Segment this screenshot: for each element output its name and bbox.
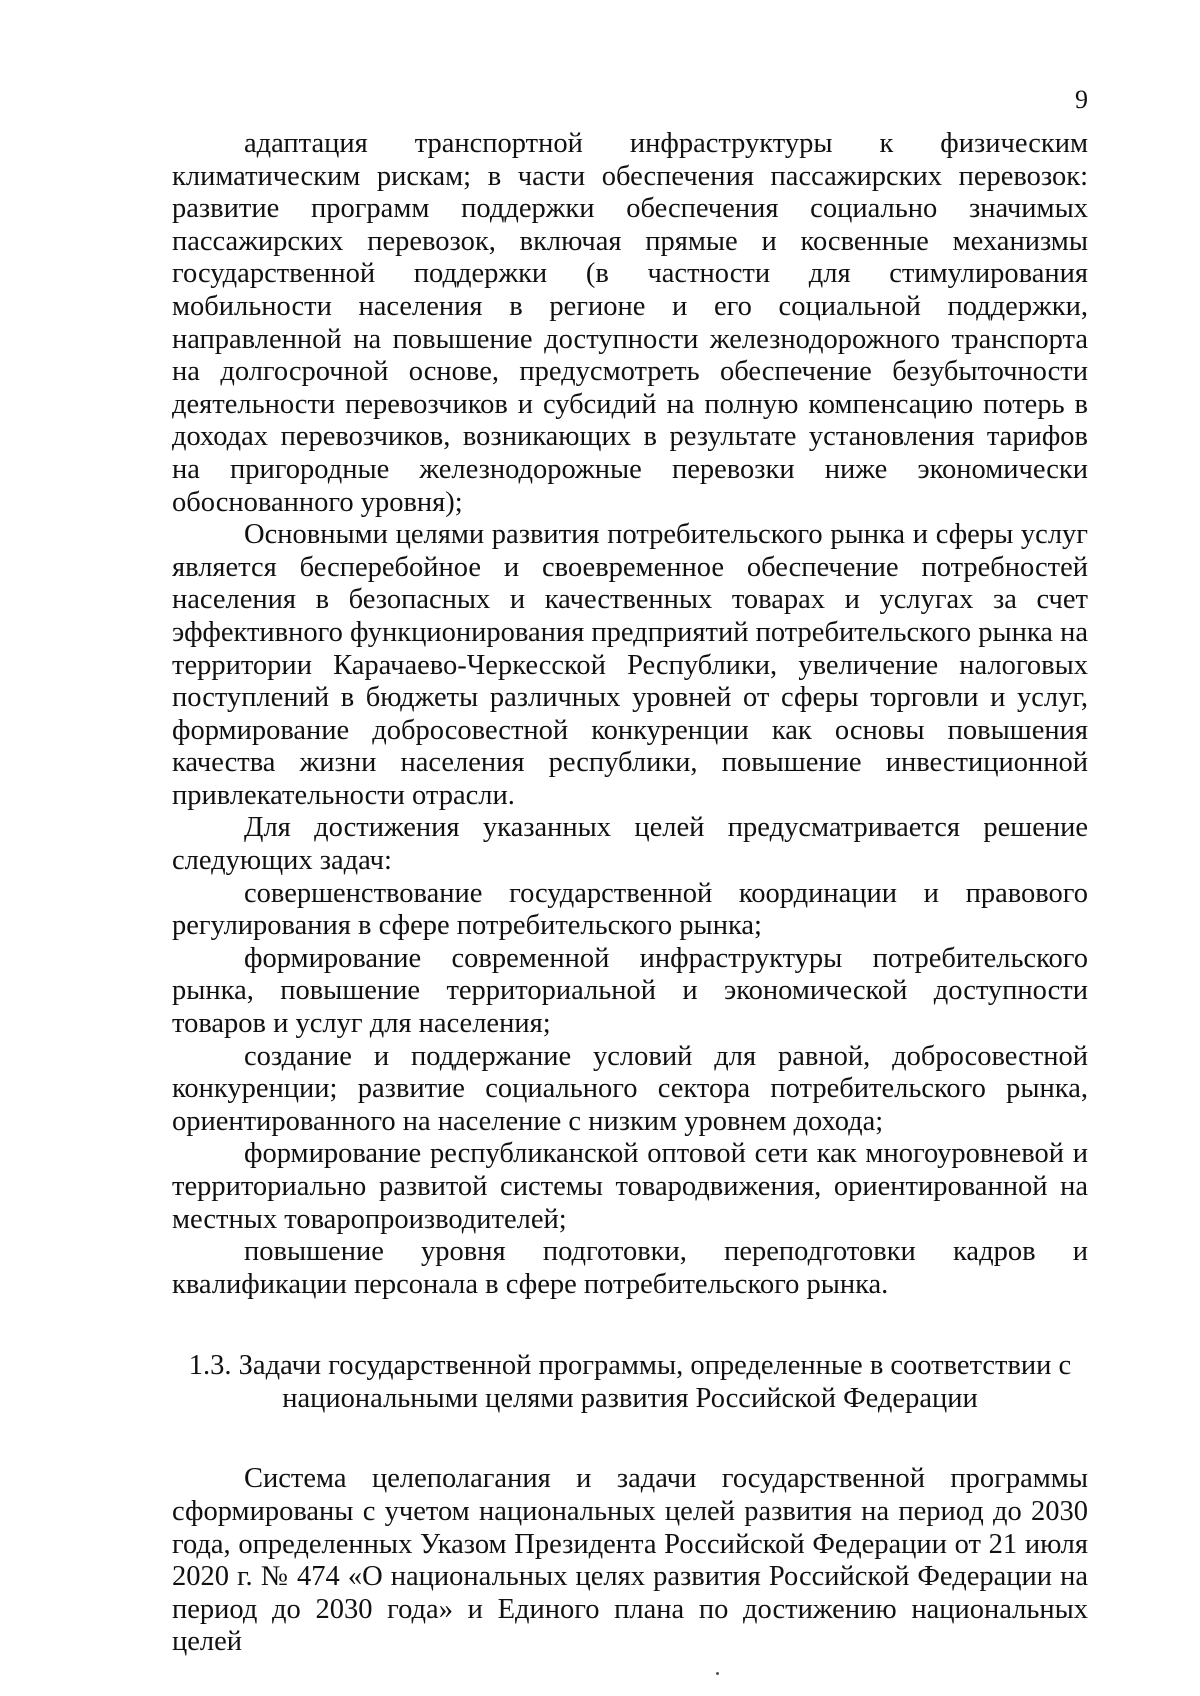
paragraph-task-personnel: повышение уровня подготовки, переподготовки кадров и квалификации персонала в сфере потребительского рынка. — [172, 1236, 1088, 1300]
paragraph-consumer-market-goals: Основными целями развития потребительского рынка и сферы услуг является бесперебойное и своевременное обеспечение потребностей населения в безопасных и качественных товарах и услугах за счет эффективного функционирования предприятий потребительского рынка на территории Карачаево-Черкесской Республики, увеличение налоговых поступлений в бюджеты различных уровней от сферы торговли и услуг, формирование добросовестной конкуренции как основы повышения качества жизни населения республики, повышение инвестиционной привлекательности отрасли. — [172, 519, 1088, 811]
paragraph-task-infrastructure: формирование современной инфраструктуры потребительского рынка, повышение территориальной и экономической доступности товаров и услуг для населения; — [172, 942, 1088, 1040]
section-heading-line-1: 1.3. Задачи государственной программы, определенные в соответствии с — [188, 1350, 1072, 1382]
paragraph-goal-setting-system: Система целеполагания и задачи государственной программы сформированы с учетом национальных целей развития на период до 2030 года, определенных Указом Президента Российской Федерации от 21 июля 2020 г. № 474 «О национальных целях развития Российской Федерации на период до 2030 года» и Единого плана по достижению национальных целей — [172, 1463, 1088, 1658]
paragraph-task-wholesale-network: формирование республиканской оптовой сети как многоуровневой и территориально развитой системы товародвижения, ориентированной на местных товаропроизводителей; — [172, 1138, 1088, 1235]
document-body — [172, 128, 1088, 1659]
scan-artifact-dot — [716, 1672, 719, 1675]
paragraph-tasks-intro: Для достижения указанных целей предусматривается решение следующих задач: — [172, 812, 1088, 877]
section-heading — [172, 1349, 1088, 1415]
paragraph-transport-infrastructure: адаптация транспортной инфраструктуры к физическим климатическим рискам; в части обеспечения пассажирских перевозок: развитие программ поддержки обеспечения социально значимых пассажирских перевозок, включая прямые и косвенные механизмы государственной поддержки (в частности для стимулирования мобильности населения в регионе и его социальной поддержки, направленной на повышение доступности железнодорожного транспорта на долгосрочной основе, предусмотреть обеспечение безубыточности деятельности перевозчиков и субсидий на полную компенсацию потерь в доходах перевозчиков, возникающих в результате установления тарифов на пригородные железнодорожные перевозки ниже экономически обоснованного уровня); — [172, 128, 1088, 518]
paragraph-task-competition: создание и поддержание условий для равной, добросовестной конкуренции; развитие социального сектора потребительского рынка, ориентированного на население с низким уровнем дохода; — [172, 1040, 1088, 1137]
section-heading-line-2: национальными целями развития Российской Федерации — [282, 1383, 978, 1415]
page-number: 9 — [1075, 85, 1088, 114]
paragraph-task-coordination: совершенствование государственной координации и правового регулирования в сфере потребительского рынка; — [172, 877, 1088, 942]
